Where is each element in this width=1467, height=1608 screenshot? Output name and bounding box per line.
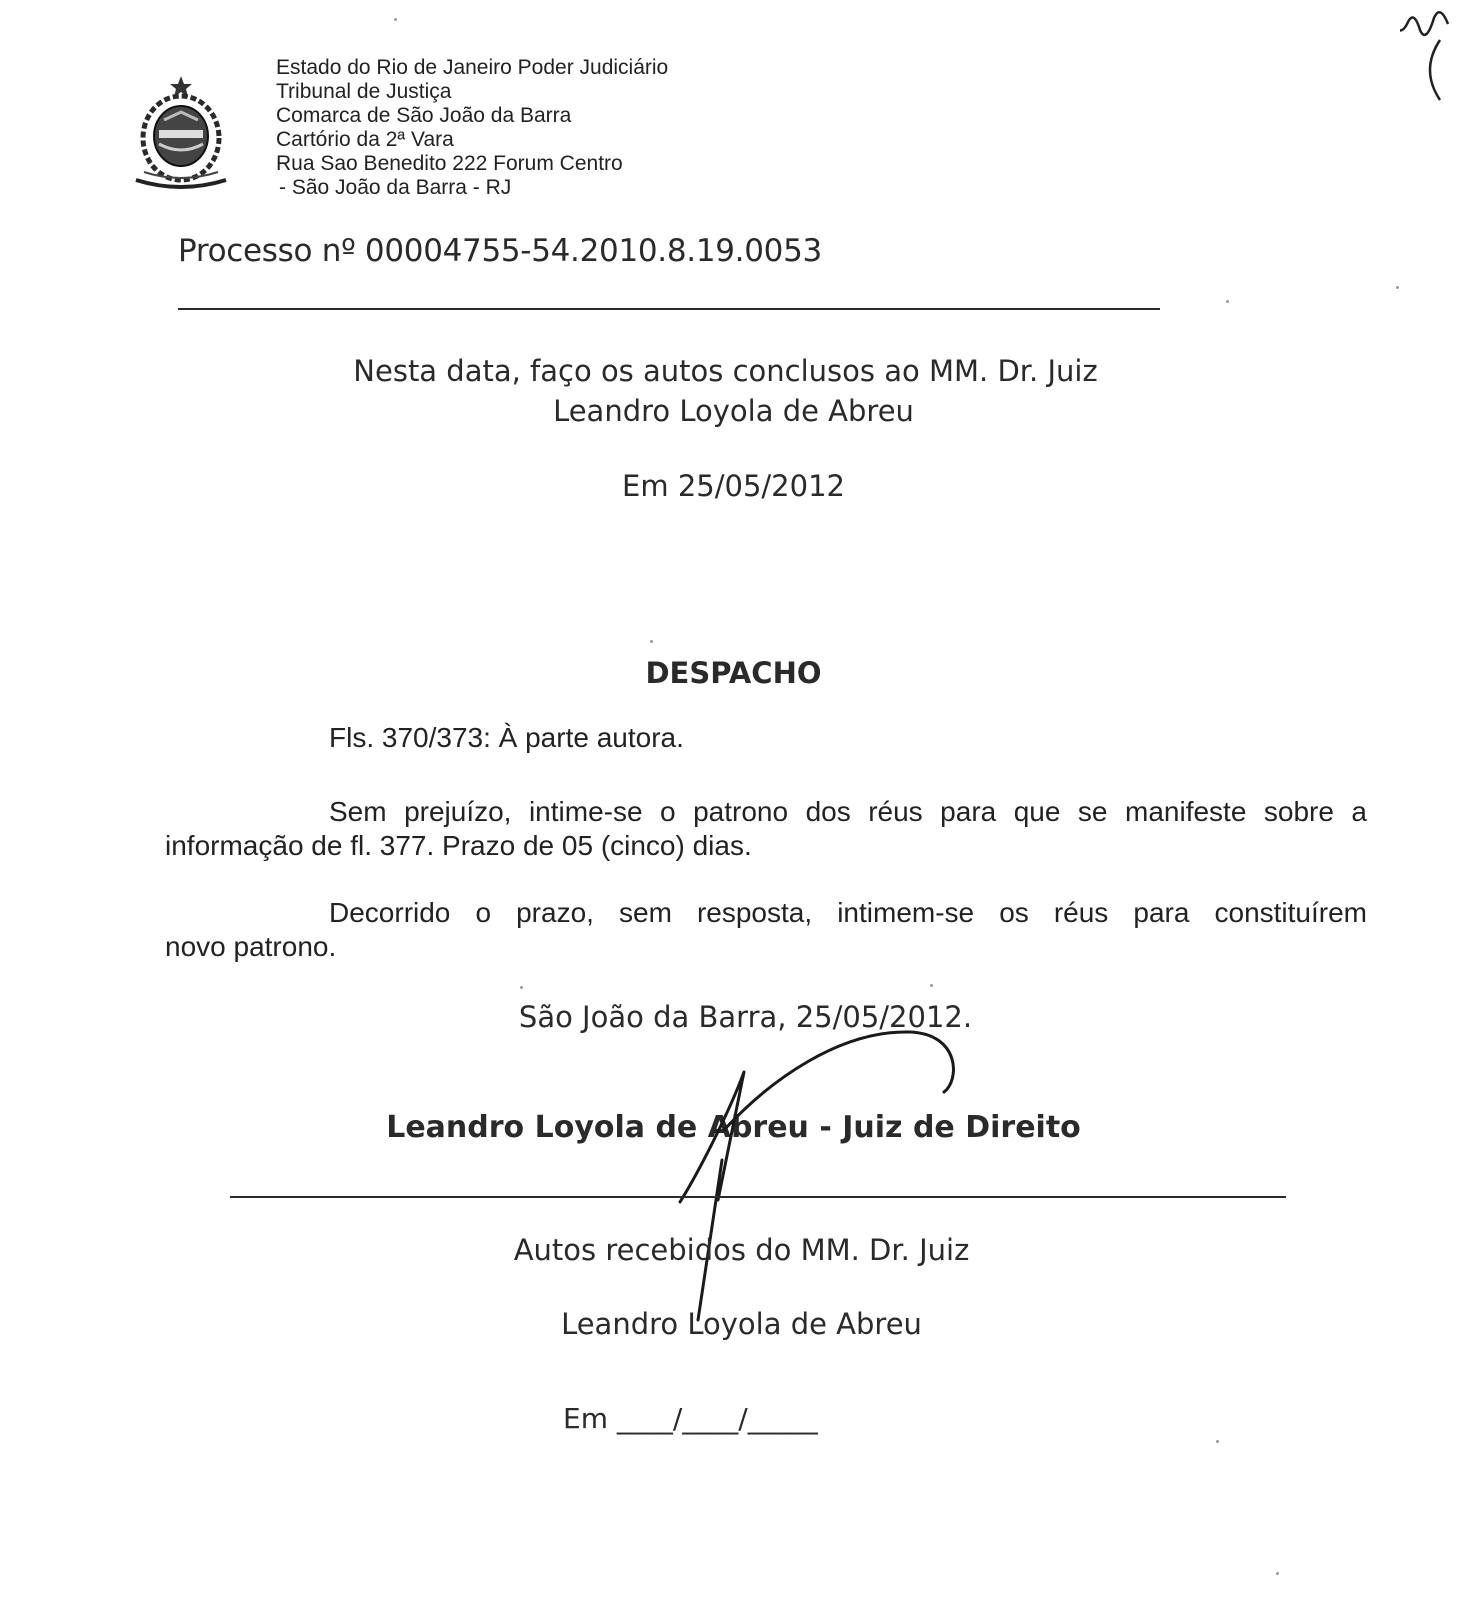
judge-name: Leandro Loyola de Abreu	[553, 394, 914, 428]
scan-speck	[520, 986, 523, 989]
paragraph-line	[165, 896, 1367, 930]
signature-divider-line	[230, 1196, 1286, 1198]
marginal-handwritten-note	[1400, 0, 1467, 110]
paragraph-text: novo patrono.	[165, 931, 337, 962]
handwritten-signature	[660, 1020, 980, 1350]
paragraph-line	[165, 829, 1367, 863]
header-line: Estado do Rio de Janeiro Poder Judiciário	[276, 56, 669, 79]
conclusion-line: Nesta data, faço os autos conclusos ao MM. Dr. Juiz	[353, 354, 1098, 388]
scan-speck	[394, 18, 397, 21]
receipt-date-blank: Em ____/____/_____	[563, 1402, 818, 1435]
scan-speck	[930, 984, 933, 987]
marginal-handwritten-stroke	[1400, 0, 1467, 110]
signer-name: Leandro Loyola de Abreu - Juiz de Direito	[386, 1110, 1081, 1145]
scan-speck	[1276, 1572, 1279, 1575]
paragraph-prejuizo	[165, 795, 1367, 863]
receipt-line: Autos recebidos do MM. Dr. Juiz	[513, 1233, 970, 1267]
header-line: Rua Sao Benedito 222 Forum Centro	[276, 152, 623, 175]
divider-line	[178, 308, 1160, 310]
receipt-judge-name: Leandro Loyola de Abreu	[561, 1307, 922, 1341]
place-date: São João da Barra, 25/05/2012.	[518, 1000, 973, 1034]
header-line: Tribunal de Justiça	[276, 80, 452, 103]
paragraph-fls: Fls. 370/373: À parte autora.	[329, 722, 684, 753]
scan-speck	[650, 640, 653, 643]
header-line: - São João da Barra - RJ	[279, 176, 512, 199]
paragraph-line	[165, 930, 1367, 964]
paragraph-line	[165, 795, 1367, 829]
paragraph-decorrido	[165, 896, 1367, 964]
despacho-title: DESPACHO	[645, 656, 822, 690]
scan-speck	[1216, 1440, 1219, 1443]
scan-speck	[1396, 286, 1399, 289]
header-line: Comarca de São João da Barra	[276, 104, 572, 127]
paragraph-text: Decorrido o prazo, sem resposta, intimem-se os réus para constituírem	[329, 897, 1367, 928]
coat-of-arms-seal	[126, 72, 236, 192]
paragraph-text: Sem prejuízo, intime-se o patrono dos réus para que se manifeste sobre a	[329, 796, 1367, 827]
process-number: Processo nº 00004755-54.2010.8.19.0053	[178, 233, 822, 269]
conclusion-date: Em 25/05/2012	[622, 469, 845, 503]
header-line: Cartório da 2ª Vara	[276, 128, 454, 151]
paragraph-text: informação de fl. 377. Prazo de 05 (cinco) dias.	[165, 830, 752, 861]
scan-speck	[1226, 300, 1229, 303]
